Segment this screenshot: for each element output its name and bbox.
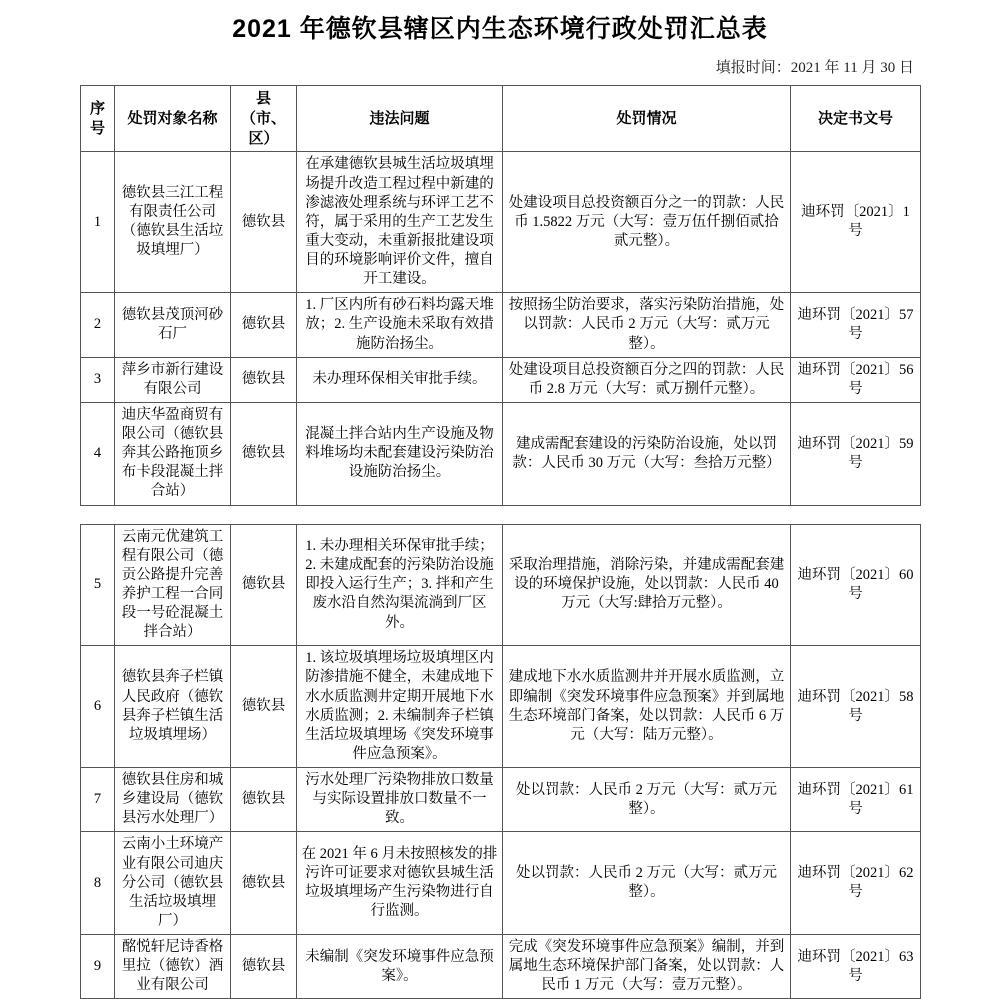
cell-county: 德钦县 — [231, 524, 297, 646]
cell-punishment: 处建设项目总投资额百分之一的罚款：人民币 1.5822 万元（大写：壹万伍仟捌佰贰拾贰元整）。 — [503, 152, 791, 293]
cell-county: 德钦县 — [231, 935, 297, 999]
cell-doc-no: 迪环罚〔2021〕57 号 — [791, 293, 921, 357]
cell-index: 1 — [81, 152, 115, 293]
table-body-section-2 — [81, 524, 921, 999]
cell-index: 5 — [81, 524, 115, 646]
cell-index: 9 — [81, 935, 115, 999]
cell-issue: 未办理环保相关审批手续。 — [297, 357, 503, 402]
table-row — [81, 152, 921, 293]
table-container — [0, 85, 1000, 999]
cell-name: 迪庆华盈商贸有限公司（德钦县奔其公路拖顶乡布卡段混凝土拌合站） — [115, 402, 231, 505]
cell-doc-no: 迪环罚〔2021〕59 号 — [791, 402, 921, 505]
cell-issue: 污水处理厂污染物排放口数量与实际设置排放口数量不一致。 — [297, 768, 503, 832]
col-header-name: 处罚对象名称 — [115, 86, 231, 152]
cell-county: 德钦县 — [231, 402, 297, 505]
cell-name: 酩悦轩尼诗香格里拉（德钦）酒业有限公司 — [115, 935, 231, 999]
cell-name: 云南元优建筑工程有限公司（德贡公路提升完善养护工程一合同段一号砼混凝土拌合站） — [115, 524, 231, 646]
cell-index: 2 — [81, 293, 115, 357]
page-title: 2021 年德钦县辖区内生态环境行政处罚汇总表 — [232, 15, 768, 43]
cell-punishment: 建成地下水水质监测井并开展水质监测，立即编制《突发环境事件应急预案》并到属地生态环境部门备案，处以罚款：人民币 6 万元（大写：陆万元整）。 — [503, 646, 791, 768]
col-header-punishment: 处罚情况 — [503, 86, 791, 152]
cell-punishment: 处以罚款：人民币 2 万元（大写：贰万元整）。 — [503, 768, 791, 832]
cell-doc-no: 迪环罚〔2021〕61 号 — [791, 768, 921, 832]
cell-issue: 混凝土拌合站内生产设施及物料堆场均未配套建设污染防治设施防治扬尘。 — [297, 402, 503, 505]
col-header-index: 序号 — [81, 86, 115, 152]
table-row — [81, 646, 921, 768]
cell-index: 3 — [81, 357, 115, 402]
cell-name: 德钦县三江工程有限责任公司（德钦县生活垃圾填埋厂） — [115, 152, 231, 293]
cell-doc-no: 迪环罚〔2021〕58 号 — [791, 646, 921, 768]
cell-index: 7 — [81, 768, 115, 832]
table-row — [81, 524, 921, 646]
cell-doc-no: 迪环罚〔2021〕56 号 — [791, 357, 921, 402]
cell-punishment: 按照扬尘防治要求，落实污染防治措施，处以罚款：人民币 2 万元（大写：贰万元整）。 — [503, 293, 791, 357]
table-body-section-1 — [81, 152, 921, 505]
col-header-issue: 违法问题 — [297, 86, 503, 152]
table-row — [81, 935, 921, 999]
cell-name: 萍乡市新行建设有限公司 — [115, 357, 231, 402]
cell-name: 德钦县住房和城乡建设局（德钦县污水处理厂） — [115, 768, 231, 832]
table-row — [81, 832, 921, 935]
table-header-row — [81, 86, 921, 152]
cell-county: 德钦县 — [231, 832, 297, 935]
col-header-doc-no: 决定书文号 — [791, 86, 921, 152]
cell-punishment: 采取治理措施，消除污染，并建成需配套建设的环境保护设施，处以罚款：人民币 40 万元（大写:肆拾万元整）。 — [503, 524, 791, 646]
cell-punishment: 建成需配套建设的污染防治设施，处以罚款：人民币 30 万元（大写：叁拾万元整） — [503, 402, 791, 505]
cell-issue: 在 2021 年 6 月未按照核发的排污许可证要求对德钦县城生活垃圾填埋场产生污染物进行自行监测。 — [297, 832, 503, 935]
cell-index: 8 — [81, 832, 115, 935]
cell-punishment: 处建设项目总投资额百分之四的罚款：人民币 2.8 万元（大写：贰万捌仟元整）。 — [503, 357, 791, 402]
cell-doc-no: 迪环罚〔2021〕63 号 — [791, 935, 921, 999]
cell-punishment: 处以罚款：人民币 2 万元（大写：贰万元整）。 — [503, 832, 791, 935]
penalty-table-section-2 — [80, 524, 921, 999]
table-row — [81, 293, 921, 357]
cell-county: 德钦县 — [231, 357, 297, 402]
table-row — [81, 402, 921, 505]
cell-doc-no: 迪环罚〔2021〕62 号 — [791, 832, 921, 935]
cell-doc-no: 迪环罚〔2021〕60 号 — [791, 524, 921, 646]
cell-name: 德钦县奔子栏镇人民政府（德钦县奔子栏镇生活垃圾填埋场） — [115, 646, 231, 768]
cell-issue: 1. 厂区内所有砂石料均露天堆放；2. 生产设施未采取有效措施防治扬尘。 — [297, 293, 503, 357]
cell-index: 6 — [81, 646, 115, 768]
page-break-gap — [80, 506, 920, 524]
cell-issue: 1. 该垃圾填埋场垃圾填埋区内防渗措施不健全，未建成地下水水质监测井定期开展地下水水质监测；2. 未编制奔子栏镇生活垃圾填埋场《突发环境事件应急预案》。 — [297, 646, 503, 768]
cell-county: 德钦县 — [231, 768, 297, 832]
cell-punishment: 完成《突发环境事件应急预案》编制，并到属地生态环境保护部门备案，处以罚款：人民币 1 万元（大写：壹万元整）。 — [503, 935, 791, 999]
cell-name: 德钦县茂顶河砂石厂 — [115, 293, 231, 357]
cell-issue: 1. 未办理相关环保审批手续；2. 未建成配套的污染防治设施即投入运行生产；3. 拌和产生废水沿自然沟渠流淌到厂区外。 — [297, 524, 503, 646]
cell-county: 德钦县 — [231, 152, 297, 293]
cell-doc-no: 迪环罚〔2021〕1 号 — [791, 152, 921, 293]
cell-issue: 在承建德钦县城生活垃圾填埋场提升改造工程过程中新建的渗滤液处理系统与环评工艺不符，属于采用的生产工艺发生重大变动，未重新报批建设项目的环境影响评价文件，擅自开工建设。 — [297, 152, 503, 293]
col-header-county: 县（市、区） — [231, 86, 297, 152]
cell-county: 德钦县 — [231, 646, 297, 768]
cell-county: 德钦县 — [231, 293, 297, 357]
penalty-table-section-1 — [80, 85, 921, 506]
report-time: 填报时间：2021 年 11 月 30 日 — [715, 60, 914, 76]
cell-issue: 未编制《突发环境事件应急预案》。 — [297, 935, 503, 999]
cell-name: 云南小土环境产业有限公司迪庆分公司（德钦县生活垃圾填埋厂） — [115, 832, 231, 935]
table-row — [81, 768, 921, 832]
cell-index: 4 — [81, 402, 115, 505]
table-row — [81, 357, 921, 402]
